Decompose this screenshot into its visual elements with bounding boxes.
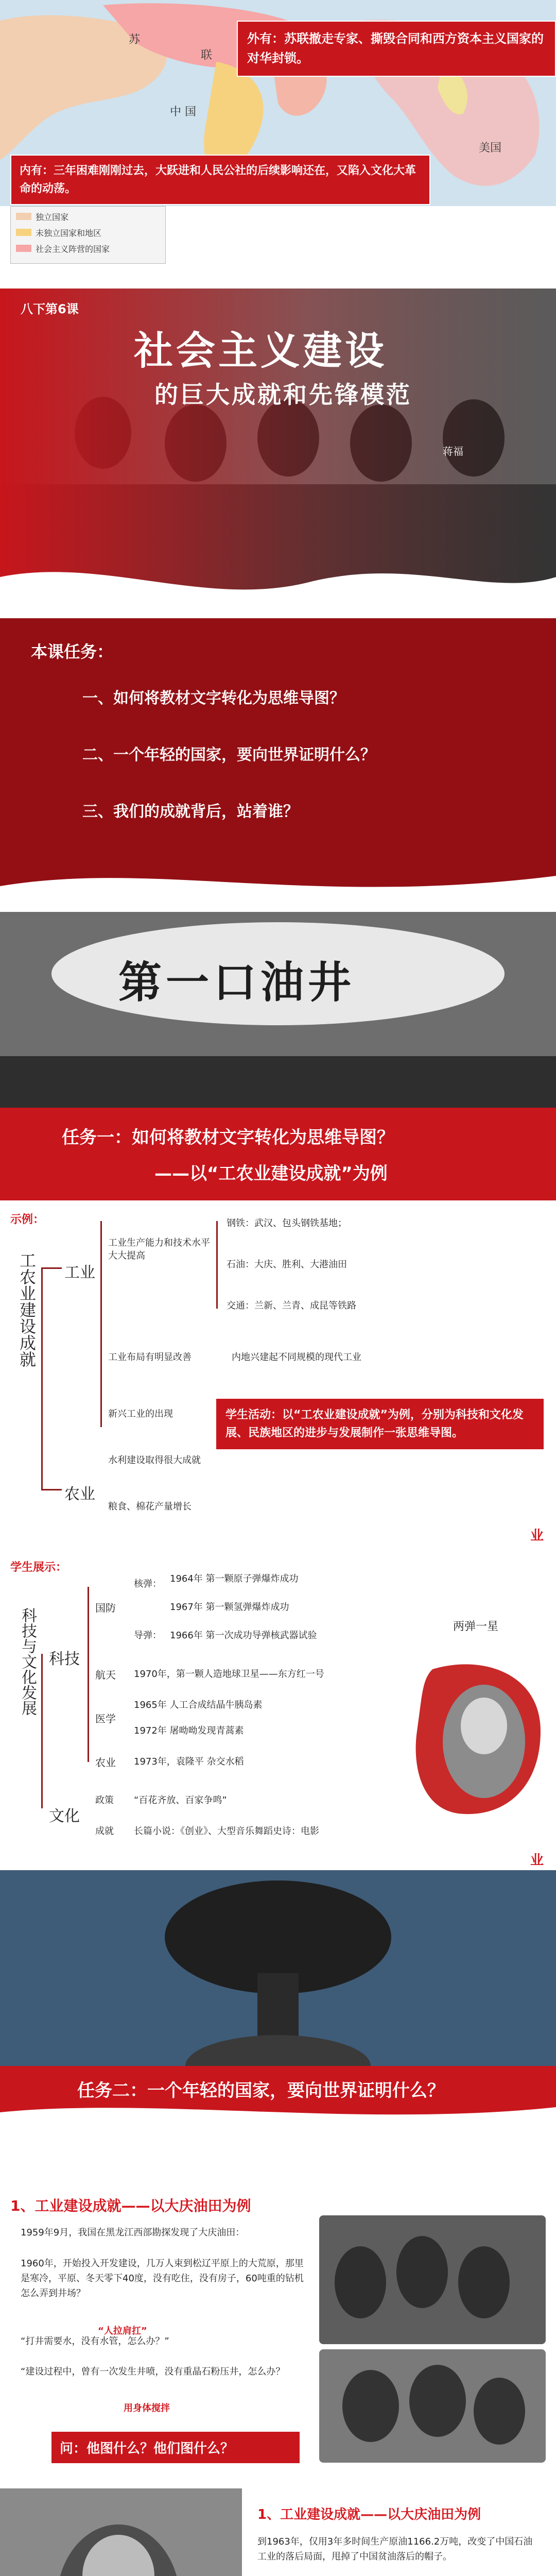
policy-label: 政策: [95, 1795, 114, 1806]
industry-capacity: 工业生产能力和技术水平大大提高: [108, 1238, 210, 1262]
foreign-pressure-box: 外有：苏联撤走专家、撕毁合同和西方资本主义国家的对华封锁。: [237, 21, 556, 77]
task-2: 二、一个年轻的国家，要向世界证明什么？: [82, 746, 376, 764]
task1-line2: ——以“工农业建设成就”为例: [154, 1163, 388, 1184]
industry-new: 新兴工业的出现: [108, 1409, 173, 1419]
map-label-ussr-2: 联: [201, 49, 213, 62]
mindmap-root: 工农业建设成就: [17, 1252, 37, 1367]
daqing1-question: 问：他图什么？他们图什么？: [51, 2432, 300, 2463]
achv-text: 长篇小说：《创业》、大型音乐舞蹈史诗：电影: [134, 1826, 319, 1837]
oil-workers-photo: [319, 2215, 546, 2463]
slide-title: [0, 289, 556, 618]
legend-item-independent: 独立国家: [36, 212, 69, 222]
branch-industry: 工业: [64, 1264, 95, 1282]
task-3: 三、我们的成就背后，站着谁？: [82, 803, 299, 821]
policy-text: “百花齐放、百家争鸣”: [134, 1795, 227, 1806]
def-nuclear-label: 核弹：: [134, 1579, 162, 1589]
industry-layout: 工业布局有明显改善: [108, 1352, 192, 1363]
daqing1-p1: 1959年9月，我国在黑龙江西部勘探发现了大庆油田：: [21, 2227, 245, 2238]
branch-sci: 科技: [49, 1650, 80, 1668]
agri-grain: 粮食、棉花产量增长: [108, 1501, 192, 1512]
industry-transport: 交通：兰新、兰青、成昆等铁路: [227, 1300, 356, 1311]
agri-water: 水利建设取得很大成就: [108, 1455, 201, 1466]
industry-steel: 钢铁：武汉、包头钢铁基地；: [227, 1218, 347, 1229]
def-missile-label: 导弹：: [134, 1630, 162, 1641]
map-label-ussr: 苏: [129, 33, 141, 46]
slide-task1: [0, 1108, 556, 1200]
task-1: 一、如何将教材文字转化为思维导图？: [82, 689, 345, 707]
achv-label: 成就: [95, 1826, 114, 1837]
daqing1-heading: 1、工业建设成就——以大庆油田为例: [10, 2197, 251, 2214]
daqing1-p3: “打井需要水，没有水管，怎么办？”: [21, 2336, 169, 2347]
person-caption: 蒋福: [443, 445, 463, 457]
def-item-3: 1966年 第一次成功导弹核武器试验: [170, 1630, 317, 1641]
mushroom-cloud-photo: [0, 1870, 556, 2179]
daqing1-p4b: 用身体搅拌: [124, 2403, 170, 2414]
med-item-2: 1972年 屠呦呦发现青蒿素: [134, 1725, 244, 1736]
daqing1-p4: “建设过程中，曾有一次发生井喷，没有重晶石粉压井，怎么办？: [21, 2366, 285, 2377]
def-item-1: 1964年 第一颗原子弹爆炸成功: [170, 1573, 299, 1584]
agri-item: 1973年，袁隆平 杂交水稻: [134, 1756, 244, 1767]
task1-line1: 任务一：如何将教材文字转化为思维导图？: [62, 1127, 394, 1148]
sub-space: 航天: [95, 1669, 116, 1681]
oil-well-sign: 第一口油井: [118, 957, 356, 1008]
mindmap2-root: 科技与文化发展: [19, 1607, 37, 1716]
example-label: 示例：: [10, 1213, 45, 1226]
scientist-photo: [412, 1654, 546, 1824]
student-display-label: 学生展示：: [10, 1561, 67, 1574]
tasks-heading: 本课任务：: [31, 642, 114, 662]
industry-layout-note: 内地兴建起不同规模的现代工业: [232, 1352, 361, 1363]
slide-daqing-1: [0, 2179, 556, 2488]
map-label-china: 中 国: [170, 106, 196, 118]
map-label-usa: 美国: [479, 142, 502, 155]
grade-label: 八下第6课: [21, 302, 79, 316]
daqing1-p2: 1960年，开始投入开发建设，几万人束到松辽平原上的大荒原，那里是寒冷，平原、冬天零下40度，没有吃住，没有房子，60吨重的钻机怎么弄到井场？: [21, 2258, 304, 2299]
task2-title: 任务二：一个年轻的国家，要向世界证明什么？: [77, 2080, 445, 2101]
legend-item-dependent: 未独立国家和地区: [36, 228, 102, 238]
slide-mindmap-student: [0, 1551, 556, 1870]
domestic-pressure-box: 内有：三年困难刚刚过去，大跃进和人民公社的后续影响还在，又陷入文化大革命的动荡。: [10, 155, 430, 205]
corner-logo-2: 业: [530, 1853, 544, 1868]
wang-jinxi-photo: [0, 2488, 242, 2576]
legend-item-socialist: 社会主义阵营的国家: [36, 244, 110, 254]
daqing2-heading: 1、工业建设成就——以大庆油田为例: [257, 2507, 481, 2522]
sub-agri: 农业: [95, 1756, 116, 1769]
branch-culture: 文化: [49, 1807, 80, 1825]
lesson-subtitle: 的巨大成就和先锋模范: [154, 381, 412, 409]
slide-task2: [0, 1870, 556, 2179]
med-item-1: 1965年 人工合成结晶牛胰岛素: [134, 1700, 263, 1710]
daqing2-p1: 到1963年，仅用3年多时间生产原油1166.2万吨，改变了中国石油工业的落后局面，甩掉了中国贫油落后的帽子。: [257, 2536, 533, 2562]
slide-world-map: [0, 0, 556, 206]
daqing1-p3b: “人拉肩扛”: [98, 2326, 147, 2336]
map-legend-panel: [10, 206, 166, 264]
corner-logo: 业: [530, 1528, 544, 1544]
def-item-2: 1967年 第一颗氢弹爆炸成功: [170, 1602, 289, 1613]
bomb-label: 两弹一星: [453, 1620, 499, 1633]
slide-mindmap-example: [0, 1200, 556, 1551]
sub-defense: 国防: [95, 1602, 116, 1614]
slide-tasks: [0, 618, 556, 912]
industry-oil: 石油：大庆、胜利、大港油田: [227, 1259, 347, 1270]
lesson-title: 社会主义建设: [134, 328, 387, 374]
sub-medicine: 医学: [95, 1713, 116, 1725]
student-activity-box: 学生活动：以“工农业建设成就”为例，分别为科技和文化发展、民族地区的进步与发展制作一张思维导图。: [216, 1399, 544, 1449]
branch-agri: 农业: [64, 1485, 95, 1503]
slide-oil-well: [0, 912, 556, 1108]
space-item: 1970年，第一颗人造地球卫星——东方红一号: [134, 1669, 324, 1680]
slide-daqing-2: [0, 2488, 556, 2576]
